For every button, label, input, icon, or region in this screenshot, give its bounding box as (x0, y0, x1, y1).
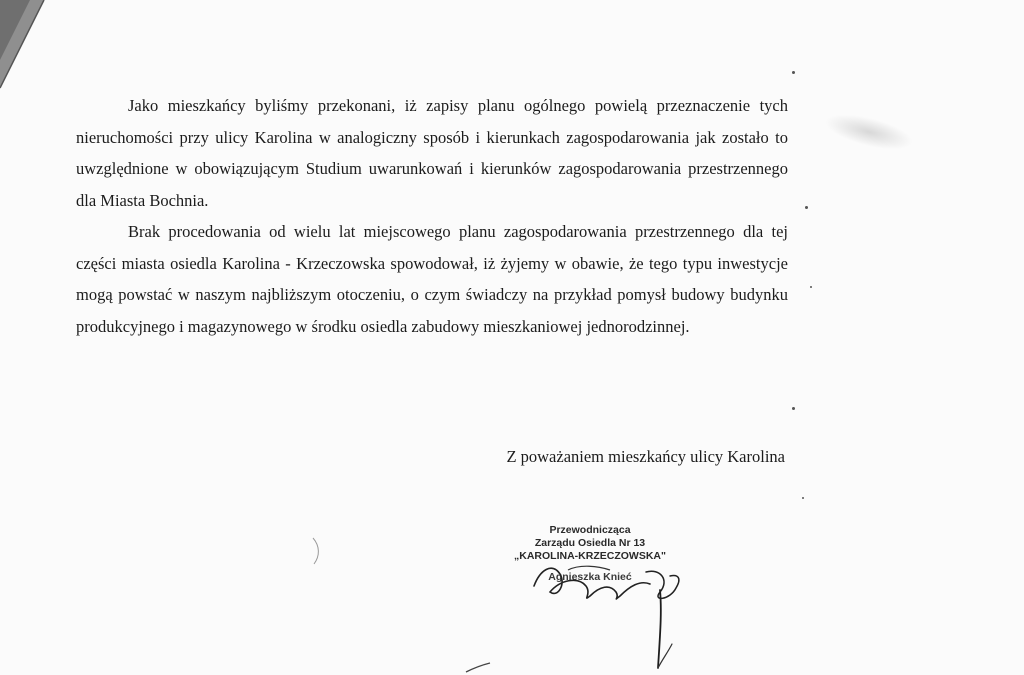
handwritten-signature (520, 540, 700, 675)
closing-line: Z poważaniem mieszkańcy ulicy Karolina (506, 447, 785, 466)
scan-mark (310, 536, 324, 566)
page-corner-fold (0, 0, 60, 110)
stamp-name: Agnieszka Knieć (548, 571, 632, 583)
scan-smudge (822, 108, 916, 157)
scan-speck (805, 206, 808, 209)
scan-speck (810, 286, 812, 288)
scan-mark (464, 660, 492, 674)
scan-speck (792, 71, 795, 74)
letter-body (76, 90, 788, 342)
paragraph-2: Brak procedowania od wielu lat miejscowego planu zagospodarowania przestrzennego dla tej części miasta osiedla Karolina - Krzeczowska spowodował, iż żyjemy w obawie, że tego typu inwestycje mogą powstać w naszym najbliższym otoczeniu, o czym świadczy na przykład pomysł budowy budynku produkcyjnego i magazynowego w środku osiedla zabudowy mieszkaniowej jednorodzinnej. (76, 222, 788, 336)
paragraph-1: Jako mieszkańcy byliśmy przekonani, iż zapisy planu ogólnego powielą przeznaczenie tych nieruchomości przy ulicy Karolina w analogiczny sposób i kierunkach zagospodarowania jak zostało to uwzględnione w obowiązującym Studium uwarunkowań i kierunków zagospodarowania przestrzennego dla Miasta Bochnia. (76, 96, 788, 210)
stamp-board: Zarządu Osiedla Nr 13 (534, 537, 646, 549)
scan-speck (792, 407, 795, 410)
stamp-title: Przewodnicząca (549, 524, 631, 536)
stamp-estate: „KAROLINA-KRZECZOWSKA" (514, 550, 666, 562)
scan-speck (802, 497, 804, 499)
